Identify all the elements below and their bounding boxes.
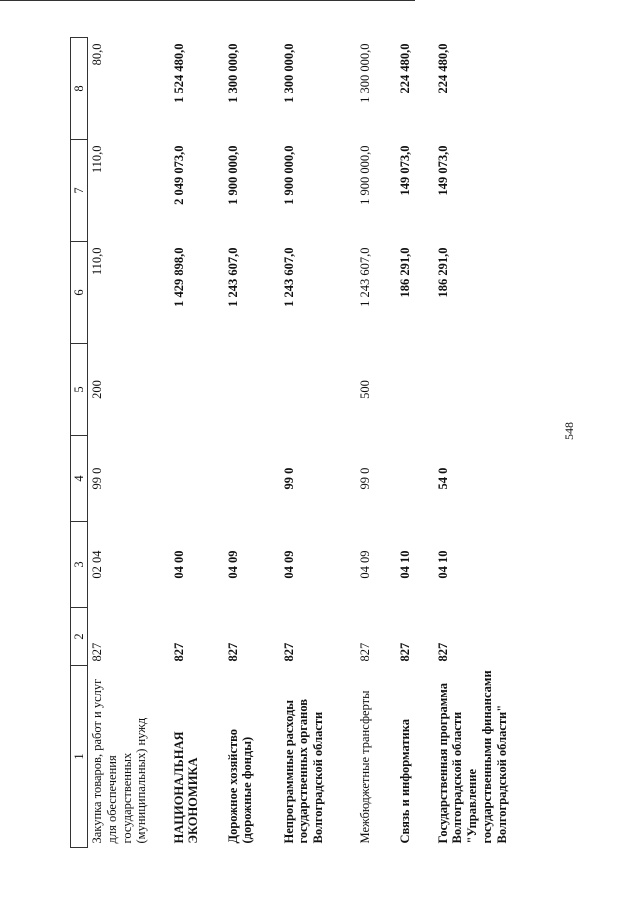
col-header: 5 (71, 344, 88, 436)
cell-value: 1 900 000,0 (225, 145, 240, 205)
col-header: 4 (71, 436, 88, 522)
cell-value: 149 073,0 (435, 145, 450, 196)
header-row (71, 38, 88, 848)
row-name: Закупка товаров, работ и услуг для обеспечения государственных (муниципальных) нужд (90, 678, 149, 844)
cell-type (224, 344, 280, 436)
cell-code: 827 (357, 642, 372, 662)
cell-section: 04 10 (397, 550, 412, 579)
cell-target: 99 0 (90, 467, 104, 490)
rotated-table-wrapper (70, 38, 615, 848)
table-row (224, 38, 280, 848)
cell-value: 186 291,0 (397, 247, 412, 298)
cell-value: 110,0 (90, 145, 104, 174)
cell-value: 1 243 607,0 (225, 247, 240, 307)
row-name: НАЦИОНАЛЬНАЯ ЭКОНОМИКА (171, 731, 201, 844)
cell-value: 1 900 000,0 (357, 145, 372, 205)
cell-value: 149 073,0 (397, 145, 412, 196)
cell-value: 1 429 898,0 (171, 247, 186, 307)
row-name: Государственная программа Волгоградской области "Управление государственными финансами Волгоградской области" (435, 670, 509, 844)
cell-value: 1 243 607,0 (281, 247, 296, 307)
cell-type (280, 344, 356, 436)
col-header: 2 (71, 608, 88, 666)
table-row (280, 38, 356, 848)
cell-code: 827 (281, 642, 296, 662)
cell-target (170, 436, 224, 522)
cell-target: 99 0 (281, 467, 296, 490)
table-row (434, 38, 544, 848)
table-row (396, 38, 434, 848)
cell-target (224, 436, 280, 522)
col-header: 6 (71, 242, 88, 344)
cell-value: 80,0 (90, 43, 104, 66)
cell-value: 110,0 (90, 247, 104, 276)
col-header: 8 (71, 38, 88, 140)
cell-code: 827 (225, 642, 240, 662)
cell-section: 02 04 (90, 550, 104, 579)
budget-table (70, 37, 544, 848)
top-rule (0, 0, 415, 1)
row-name: Непрограммные расходы государственных органов Волгоградской области (281, 698, 325, 844)
cell-type (434, 344, 544, 436)
cell-value: 1 300 000,0 (225, 43, 240, 103)
page-number: 548 (562, 422, 576, 440)
cell-value: 1 300 000,0 (281, 43, 296, 103)
col-header: 3 (71, 522, 88, 608)
cell-code: 827 (397, 642, 412, 662)
cell-type: 500 (357, 380, 372, 399)
cell-value: 2 049 073,0 (171, 145, 186, 205)
cell-value: 224 480,0 (435, 43, 450, 94)
cell-target: 54 0 (435, 467, 450, 490)
cell-section: 04 09 (357, 550, 372, 579)
col-header: 7 (71, 140, 88, 242)
table-row (356, 38, 396, 848)
col-header: 1 (71, 666, 88, 848)
cell-section: 04 10 (435, 550, 450, 579)
table-row (170, 38, 224, 848)
cell-type (396, 344, 434, 436)
table-row (88, 38, 170, 848)
cell-section: 04 00 (171, 550, 186, 579)
row-name: Связь и информатика (397, 719, 412, 844)
row-name: Дорожное хозяйство (дорожные фонды) (225, 728, 255, 844)
cell-value: 1 900 000,0 (281, 145, 296, 205)
cell-value: 224 480,0 (397, 43, 412, 94)
cell-value: 1 524 480,0 (171, 43, 186, 103)
cell-target: 99 0 (357, 467, 372, 490)
cell-code: 827 (435, 642, 450, 662)
cell-section: 04 09 (281, 550, 296, 579)
cell-code: 827 (171, 642, 186, 662)
cell-code: 827 (90, 642, 104, 662)
cell-type: 200 (90, 380, 104, 399)
cell-value: 186 291,0 (435, 247, 450, 298)
row-name: Межбюджетные трансферты (357, 690, 372, 844)
cell-target (396, 436, 434, 522)
cell-value: 1 300 000,0 (357, 43, 372, 103)
cell-value: 1 243 607,0 (357, 247, 372, 307)
cell-section: 04 09 (225, 550, 240, 579)
cell-type (170, 344, 224, 436)
